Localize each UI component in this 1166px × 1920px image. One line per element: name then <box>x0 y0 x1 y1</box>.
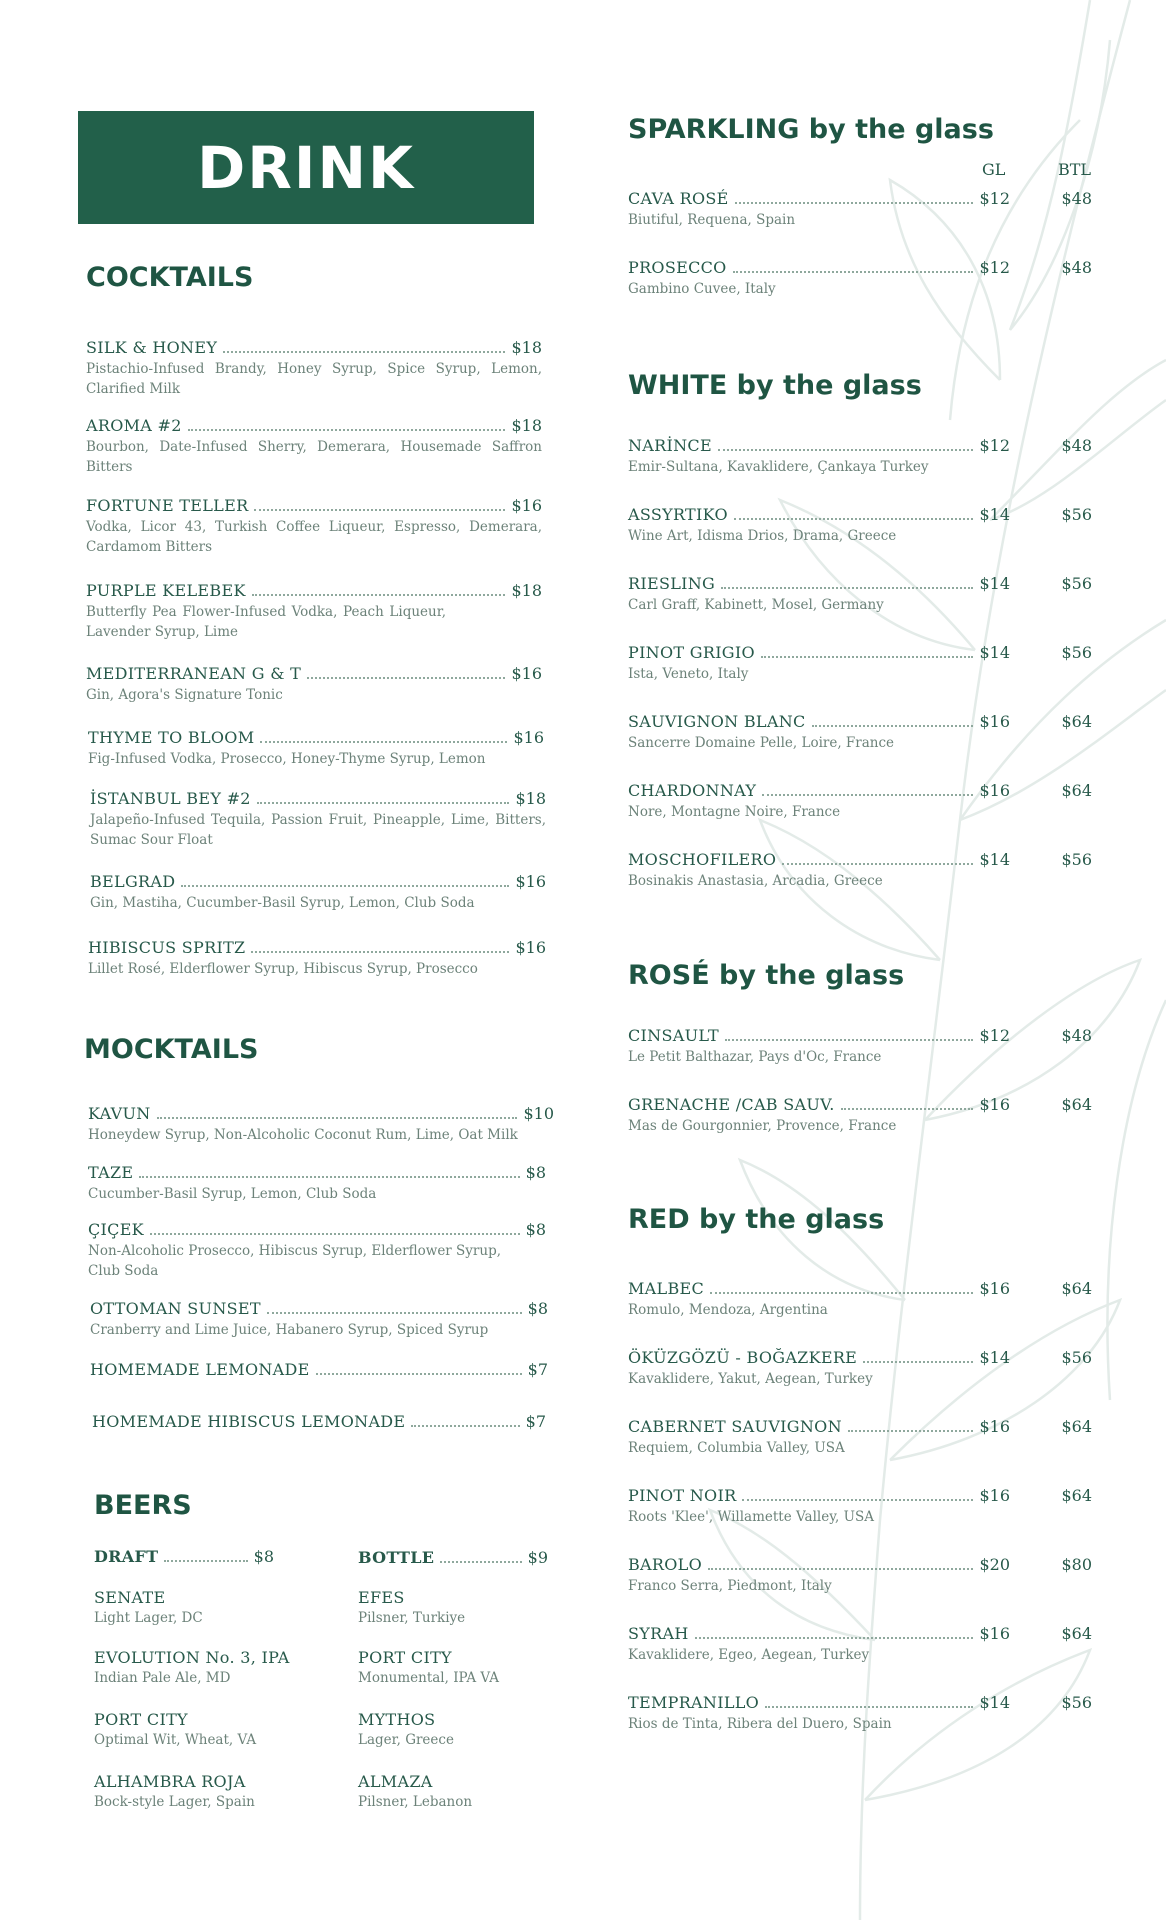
item-name: MEDITERRANEAN G & T <box>86 664 302 683</box>
glass-price: $14 <box>979 643 1010 662</box>
leader-dots <box>440 1561 521 1563</box>
bottle-price: $56 <box>1061 1348 1092 1367</box>
glass-price: $16 <box>979 1279 1010 1298</box>
item-name: FORTUNE TELLER <box>86 496 249 515</box>
item-description: Kavaklidere, Egeo, Aegean, Turkey <box>628 1647 870 1663</box>
leader-dots <box>710 1292 973 1294</box>
beer-description: Pilsner, Lebanon <box>358 1794 473 1810</box>
cocktail-item <box>90 789 546 850</box>
item-description: Gambino Cuvee, Italy <box>628 281 776 297</box>
gl-column-header: GL <box>982 160 1006 179</box>
item-name: KAVUN <box>88 1104 151 1123</box>
draft-label: DRAFT <box>94 1547 159 1566</box>
item-price: $8 <box>527 1299 548 1318</box>
leader-dots <box>164 1560 247 1562</box>
white-heading: WHITE by the glass <box>628 370 922 401</box>
item-name: CAVA ROSÉ <box>628 189 729 208</box>
bottle-price: $64 <box>1061 1486 1092 1505</box>
glass-price: $14 <box>979 1693 1010 1712</box>
item-price: $18 <box>515 789 546 808</box>
wine-item <box>628 258 1092 299</box>
leader-dots <box>721 587 973 589</box>
leader-dots <box>411 1425 519 1427</box>
item-description: Gin, Agora's Signature Tonic <box>86 687 283 703</box>
item-name: BELGRAD <box>90 872 176 891</box>
item-description: Romulo, Mendoza, Argentina <box>628 1302 828 1318</box>
mocktail-item <box>90 1360 548 1379</box>
bottle-label: BOTTLE <box>358 1548 435 1567</box>
item-description: Le Petit Balthazar, Pays d'Oc, France <box>628 1049 882 1065</box>
bottle-beer-item <box>358 1772 472 1810</box>
item-price: $8 <box>525 1163 546 1182</box>
item-description: Mas de Gourgonnier, Provence, France <box>628 1118 897 1134</box>
item-price: $18 <box>511 416 542 435</box>
item-description: Carl Graff, Kabinett, Mosel, Germany <box>628 597 884 613</box>
leader-dots <box>695 1637 974 1639</box>
item-name: OTTOMAN SUNSET <box>90 1299 261 1318</box>
wine-item <box>628 1486 1092 1527</box>
item-description: Franco Serra, Piedmont, Italy <box>628 1578 832 1594</box>
cocktail-item <box>88 728 544 769</box>
bottle-price: $64 <box>1061 1624 1092 1643</box>
item-price: $8 <box>525 1220 546 1239</box>
mocktail-item <box>92 1412 546 1431</box>
wine-item <box>628 436 1092 477</box>
bottle-price: $48 <box>1061 436 1092 455</box>
bottle-beer-item <box>358 1710 454 1748</box>
mocktails-heading: MOCKTAILS <box>84 1034 259 1065</box>
beer-description: Lager, Greece <box>358 1732 454 1748</box>
item-name: CINSAULT <box>628 1026 719 1045</box>
wine-item <box>628 1624 1092 1665</box>
item-description: Jalapeño-Infused Tequila, Passion Fruit, Pineapple, Lime, Bitters, Sumac Sour Float <box>90 812 546 848</box>
cocktail-item <box>86 496 542 557</box>
bottle-price: $64 <box>1061 781 1092 800</box>
bottle-price: $9 <box>527 1548 548 1567</box>
cocktail-item <box>88 938 546 979</box>
page-title: DRINK <box>197 133 415 202</box>
item-description: Honeydew Syrup, Non-Alcoholic Coconut Rum, Lime, Oat Milk <box>88 1127 518 1143</box>
wine-item <box>628 781 1092 822</box>
bottle-price: $64 <box>1061 1417 1092 1436</box>
item-name: CABERNET SAUVIGNON <box>628 1417 842 1436</box>
glass-price: $12 <box>979 258 1010 277</box>
item-name: HOMEMADE LEMONADE <box>90 1360 310 1379</box>
wine-item <box>628 643 1092 684</box>
item-description: Pistachio-Infused Brandy, Honey Syrup, Spice Syrup, Lemon, Clarified Milk <box>86 361 542 397</box>
item-description: Kavaklidere, Yakut, Aegean, Turkey <box>628 1371 873 1387</box>
beer-description: Light Lager, DC <box>94 1610 203 1626</box>
item-description: Fig-Infused Vodka, Prosecco, Honey-Thyme Syrup, Lemon <box>88 751 486 767</box>
bottle-price: $56 <box>1061 643 1092 662</box>
leader-dots <box>307 677 505 679</box>
leader-dots <box>188 429 506 431</box>
item-name: ÇIÇEK <box>88 1220 144 1239</box>
draft-beer-item <box>94 1648 290 1686</box>
item-name: PINOT GRIGIO <box>628 643 755 662</box>
leader-dots <box>762 794 973 796</box>
item-name: İSTANBUL BEY #2 <box>90 789 251 808</box>
bottle-price: $56 <box>1061 574 1092 593</box>
cocktail-item <box>86 581 542 642</box>
wine-item <box>628 1417 1092 1458</box>
wine-item <box>628 712 1092 753</box>
mocktail-item <box>88 1104 554 1145</box>
bottle-price: $56 <box>1061 1693 1092 1712</box>
bottle-beer-item <box>358 1588 465 1626</box>
bottle-price: $48 <box>1061 189 1092 208</box>
bottle-price: $56 <box>1061 850 1092 869</box>
item-description: Biutiful, Requena, Spain <box>628 212 796 228</box>
item-name: PINOT NOIR <box>628 1486 737 1505</box>
item-price: $16 <box>511 496 542 515</box>
item-description: Bourbon, Date-Infused Sherry, Demerara, Housemade Saffron Bitters <box>86 439 542 475</box>
item-name: TEMPRANILLO <box>628 1693 760 1712</box>
wine-item <box>628 1555 1092 1596</box>
item-description: Cranberry and Lime Juice, Habanero Syrup, Spiced Syrup <box>90 1322 489 1338</box>
bottle-price: $64 <box>1061 1095 1092 1114</box>
item-price: $16 <box>513 728 544 747</box>
glass-price: $12 <box>979 189 1010 208</box>
item-name: HIBISCUS SPRITZ <box>88 938 246 957</box>
item-description: Wine Art, Idisma Drios, Drama, Greece <box>628 528 897 544</box>
leader-dots <box>157 1117 518 1119</box>
leader-dots <box>765 1706 973 1708</box>
glass-price: $14 <box>979 850 1010 869</box>
wine-item <box>628 1348 1092 1389</box>
leader-dots <box>254 509 505 511</box>
item-name: SYRAH <box>628 1624 689 1643</box>
leader-dots <box>252 594 506 596</box>
beer-name: EFES <box>358 1588 405 1607</box>
item-price: $16 <box>515 938 546 957</box>
leader-dots <box>150 1233 520 1235</box>
cocktails-heading: COCKTAILS <box>86 262 254 293</box>
leader-dots <box>863 1361 973 1363</box>
beer-name: ALMAZA <box>358 1772 433 1791</box>
cocktail-item <box>86 338 542 399</box>
beer-description: Monumental, IPA VA <box>358 1670 499 1686</box>
item-description: Sancerre Domaine Pelle, Loire, France <box>628 735 895 751</box>
item-price: $10 <box>523 1104 554 1123</box>
rose-heading: ROSÉ by the glass <box>628 960 905 991</box>
item-name: HOMEMADE HIBISCUS LEMONADE <box>92 1412 406 1431</box>
glass-price: $20 <box>979 1555 1010 1574</box>
item-description: Nore, Montagne Noire, France <box>628 804 841 820</box>
item-name: SAUVIGNON BLANC <box>628 712 806 731</box>
draft-beer-item <box>94 1710 256 1748</box>
item-name: THYME TO BLOOM <box>88 728 255 747</box>
leader-dots <box>251 951 509 953</box>
item-description: Gin, Mastiha, Cucumber-Basil Syrup, Lemon, Club Soda <box>90 895 475 911</box>
item-price: $16 <box>511 664 542 683</box>
glass-price: $12 <box>979 436 1010 455</box>
leader-dots <box>782 863 973 865</box>
leader-dots <box>181 885 509 887</box>
btl-column-header: BTL <box>1058 160 1092 179</box>
item-description: Lillet Rosé, Elderflower Syrup, Hibiscus Syrup, Prosecco <box>88 961 478 977</box>
glass-price: $14 <box>979 574 1010 593</box>
item-name: RIESLING <box>628 574 716 593</box>
bottle-price: $80 <box>1061 1555 1092 1574</box>
item-description: Requiem, Columbia Valley, USA <box>628 1440 845 1456</box>
glass-price: $16 <box>979 712 1010 731</box>
item-price: $18 <box>511 338 542 357</box>
bottle-price: $48 <box>1061 258 1092 277</box>
leader-dots <box>257 802 510 804</box>
draft-beer-item <box>94 1772 255 1810</box>
sparkling-heading: SPARKLING by the glass <box>628 114 994 145</box>
item-name: PROSECCO <box>628 258 727 277</box>
leader-dots <box>848 1430 974 1432</box>
wine-item <box>628 1279 1092 1320</box>
leader-dots <box>260 741 507 743</box>
item-description: Cucumber-Basil Syrup, Lemon, Club Soda <box>88 1186 377 1202</box>
item-name: MOSCHOFILERO <box>628 850 777 869</box>
wine-item <box>628 189 1092 230</box>
wine-item <box>628 850 1092 891</box>
draft-header <box>94 1547 274 1566</box>
wine-item <box>628 1026 1092 1067</box>
draft-price: $8 <box>253 1547 274 1566</box>
item-price: $7 <box>525 1412 546 1431</box>
leader-dots <box>725 1039 973 1041</box>
item-name: CHARDONNAY <box>628 781 757 800</box>
item-name: GRENACHE /CAB SAUV. <box>628 1095 835 1114</box>
item-name: SILK & HONEY <box>86 338 218 357</box>
leader-dots <box>742 1499 973 1501</box>
wine-item <box>628 1693 1092 1734</box>
item-description: Vodka, Licor 43, Turkish Coffee Liqueur, Espresso, Demerara, Cardamom Bitters <box>86 519 542 555</box>
item-name: AROMA #2 <box>86 416 182 435</box>
leader-dots <box>734 518 974 520</box>
item-description: Bosinakis Anastasia, Arcadia, Greece <box>628 873 883 889</box>
mocktail-item <box>88 1220 546 1281</box>
bottle-header <box>358 1548 548 1567</box>
glass-price: $16 <box>979 1417 1010 1436</box>
wine-item <box>628 1095 1092 1136</box>
item-name: ASSYRTIKO <box>628 505 728 524</box>
red-heading: RED by the glass <box>628 1204 885 1235</box>
glass-price: $16 <box>979 1624 1010 1643</box>
item-name: NARİNCE <box>628 436 712 455</box>
glass-price: $16 <box>979 1095 1010 1114</box>
leader-dots <box>812 725 974 727</box>
beers-heading: BEERS <box>94 1490 192 1521</box>
bottle-price: $48 <box>1061 1026 1092 1045</box>
bottle-beer-item <box>358 1648 499 1686</box>
item-description: Roots 'Klee', Willamette Valley, USA <box>628 1509 874 1525</box>
leader-dots <box>708 1568 973 1570</box>
mocktail-item <box>90 1299 548 1340</box>
item-description: Ista, Veneto, Italy <box>628 666 749 682</box>
mocktail-item <box>88 1163 546 1204</box>
beer-description: Bock-style Lager, Spain <box>94 1794 255 1810</box>
item-price: $7 <box>527 1360 548 1379</box>
item-price: $16 <box>515 872 546 891</box>
beer-name: SENATE <box>94 1588 166 1607</box>
beer-description: Optimal Wit, Wheat, VA <box>94 1732 257 1748</box>
leader-dots <box>733 271 974 273</box>
item-description: Emir-Sultana, Kavaklidere, Çankaya Turkey <box>628 459 929 475</box>
wine-item <box>628 574 1092 615</box>
item-name: PURPLE KELEBEK <box>86 581 246 600</box>
leader-dots <box>139 1176 519 1178</box>
leader-dots <box>735 202 974 204</box>
leader-dots <box>761 656 974 658</box>
cocktail-item <box>86 664 542 705</box>
beer-name: PORT CITY <box>94 1710 188 1729</box>
item-name: ÖKÜZGÖZÜ - BOĞAZKERE <box>628 1348 858 1367</box>
beer-name: MYTHOS <box>358 1710 436 1729</box>
leader-dots <box>316 1373 522 1375</box>
glass-price: $16 <box>979 781 1010 800</box>
draft-beer-item <box>94 1588 203 1626</box>
item-name: BAROLO <box>628 1555 703 1574</box>
wine-item <box>628 505 1092 546</box>
bottle-price: $64 <box>1061 1279 1092 1298</box>
title-banner <box>78 111 534 224</box>
glass-price: $14 <box>979 1348 1010 1367</box>
bottle-price: $64 <box>1061 712 1092 731</box>
item-name: MALBEC <box>628 1279 705 1298</box>
item-description: Butterfly Pea Flower-Infused Vodka, Peach Liqueur, Lavender Syrup, Lime <box>86 604 446 640</box>
leader-dots <box>841 1108 974 1110</box>
item-description: Rios de Tinta, Ribera del Duero, Spain <box>628 1716 892 1732</box>
beer-description: Pilsner, Turkiye <box>358 1610 466 1626</box>
leader-dots <box>267 1312 522 1314</box>
leader-dots <box>223 351 505 353</box>
glass-price: $14 <box>979 505 1010 524</box>
beer-name: PORT CITY <box>358 1648 452 1667</box>
glass-price: $12 <box>979 1026 1010 1045</box>
beer-description: Indian Pale Ale, MD <box>94 1670 231 1686</box>
cocktail-item <box>86 416 542 477</box>
item-price: $18 <box>511 581 542 600</box>
glass-price: $16 <box>979 1486 1010 1505</box>
item-name: TAZE <box>88 1163 134 1182</box>
beer-name: ALHAMBRA ROJA <box>94 1772 246 1791</box>
beer-name: EVOLUTION No. 3, IPA <box>94 1648 290 1667</box>
item-description: Non-Alcoholic Prosecco, Hibiscus Syrup, Elderflower Syrup, Club Soda <box>88 1243 502 1279</box>
cocktail-item <box>90 872 546 913</box>
bottle-price: $56 <box>1061 505 1092 524</box>
leader-dots <box>718 449 974 451</box>
